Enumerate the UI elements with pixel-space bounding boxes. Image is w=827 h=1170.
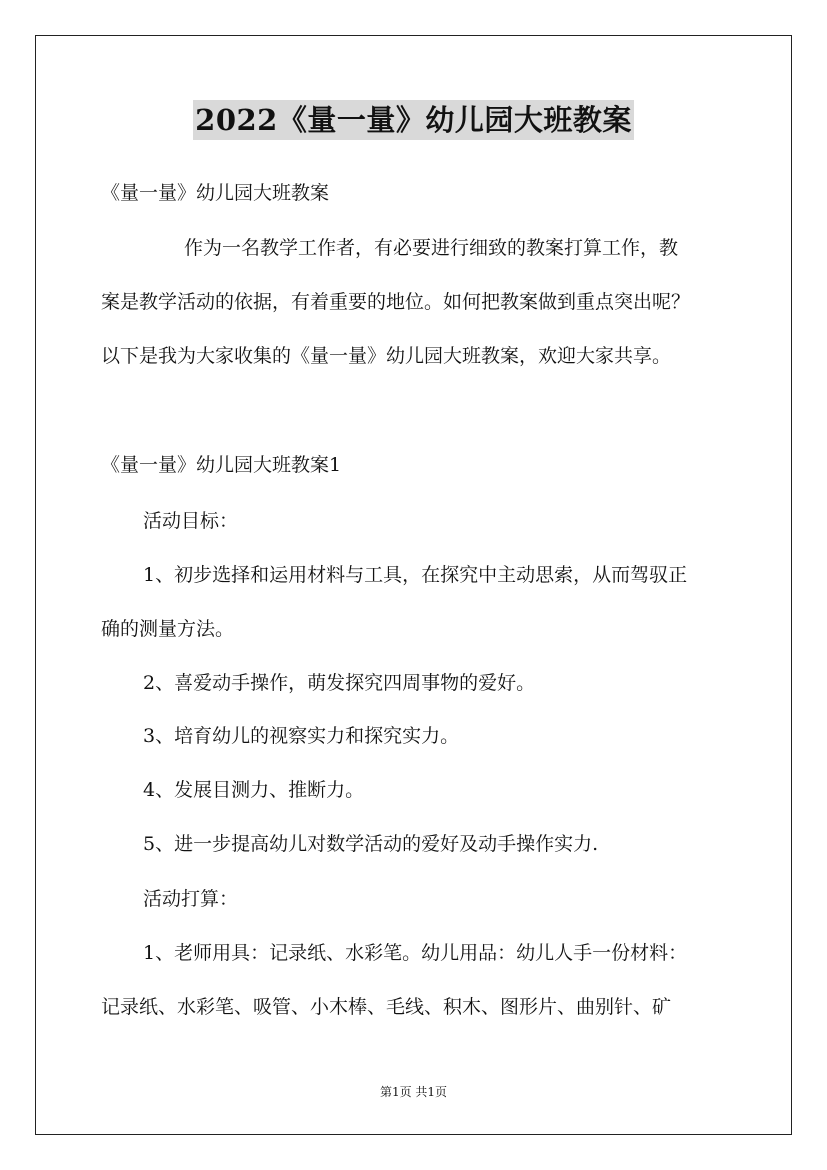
goal-line-2: 确的测量方法。 [101,618,235,640]
goal-line-5: 4、发展目测力、推断力。 [143,779,365,801]
prep-label: 活动打算： [143,888,239,910]
intro-line-3: 以下是我为大家收集的《量一量》幼儿园大班教案，欢迎大家共享。 [101,345,672,367]
title-container [0,100,827,140]
subtitle: 《量一量》幼儿园大班教案 [101,182,330,204]
prep-line-2: 记录纸、水彩笔、吸管、小木棒、毛线、积木、图形片、曲别针、矿 [101,996,672,1018]
document-title: 2022《量一量》幼儿园大班教案 [193,100,634,140]
goal-line-3: 2、喜爱动手操作，萌发探究四周事物的爱好。 [143,672,536,694]
goal-line-4: 3、培育幼儿的视察实力和探究实力。 [143,725,460,747]
prep-line-1: 1、老师用具：记录纸、水彩笔。幼儿用品：幼儿人手一份材料： [143,942,688,964]
section-heading: 《量一量》幼儿园大班教案1 [101,454,342,476]
goal-line-6: 5、进一步提高幼儿对数学活动的爱好及动手操作实力. [143,833,599,855]
intro-line-1: 作为一名教学工作者，有必要进行细致的教案打算工作，教 [184,237,679,259]
goal-line-1: 1、初步选择和运用材料与工具，在探究中主动思索，从而驾驭正 [143,564,688,586]
intro-line-2: 案是教学活动的依据，有着重要的地位。如何把教案做到重点突出呢？ [101,291,691,313]
page-footer: 第1页 共1页 [379,1085,448,1099]
goals-label: 活动目标： [143,510,239,532]
